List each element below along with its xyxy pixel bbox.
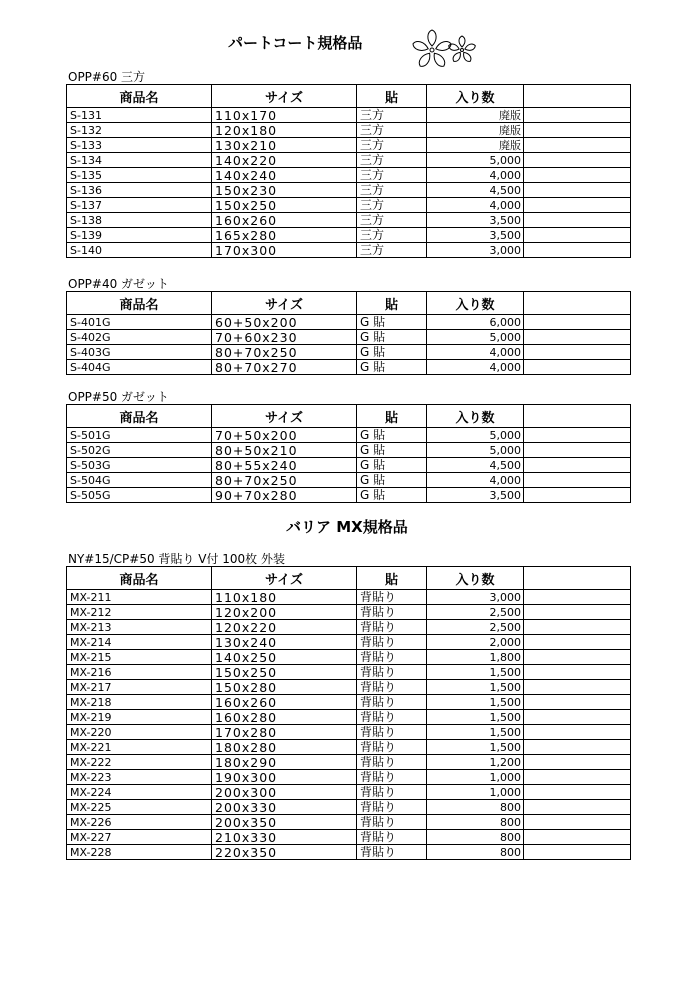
table-row — [67, 228, 631, 243]
table-header-row — [67, 405, 631, 428]
blank-cell — [524, 590, 631, 605]
page-title-barrier-mx: バリア MX規格品 — [286, 518, 408, 536]
table-row — [67, 710, 631, 725]
blank-cell — [524, 830, 631, 845]
table-row — [67, 315, 631, 330]
product-code-cell: MX-212 — [67, 605, 212, 620]
table-row — [67, 488, 631, 503]
seal-type-cell: 三方 — [357, 198, 427, 213]
blank-cell — [524, 243, 631, 258]
section-label-opp60: OPP#60 三方 — [68, 70, 146, 84]
blank-cell — [524, 695, 631, 710]
blank-cell — [524, 428, 631, 443]
product-code-cell: MX-218 — [67, 695, 212, 710]
seal-type-cell: 背貼り — [357, 710, 427, 725]
table-row — [67, 198, 631, 213]
seal-type-cell: 背貼り — [357, 605, 427, 620]
section-label-ny15-cp50: NY#15/CP#50 背貼り V付 100枚 外装 — [68, 552, 285, 566]
blank-cell — [524, 473, 631, 488]
quantity-cell: 4,000 — [427, 473, 524, 488]
quantity-cell: 3,000 — [427, 590, 524, 605]
size-cell: 160x280 — [212, 710, 357, 725]
product-code-cell: S-403G — [67, 345, 212, 360]
blank-cell — [524, 650, 631, 665]
table-header-row — [67, 85, 631, 108]
table-row — [67, 755, 631, 770]
product-code-cell: S-404G — [67, 360, 212, 375]
seal-type-cell: 三方 — [357, 213, 427, 228]
size-cell: 200x350 — [212, 815, 357, 830]
size-cell: 150x250 — [212, 665, 357, 680]
seal-type-cell: 背貼り — [357, 650, 427, 665]
seal-type-cell: 背貼り — [357, 845, 427, 860]
blank-cell — [524, 330, 631, 345]
header-quantity: 入り数 — [427, 405, 524, 428]
table-row — [67, 330, 631, 345]
table-row — [67, 815, 631, 830]
table-row — [67, 473, 631, 488]
product-code-cell: MX-221 — [67, 740, 212, 755]
quantity-cell: 3,500 — [427, 213, 524, 228]
header-blank — [524, 85, 631, 108]
size-cell: 165x280 — [212, 228, 357, 243]
blank-cell — [524, 620, 631, 635]
product-code-cell: MX-228 — [67, 845, 212, 860]
table-row — [67, 183, 631, 198]
seal-type-cell: 背貼り — [357, 665, 427, 680]
size-cell: 180x290 — [212, 755, 357, 770]
section-label-opp50: OPP#50 ガゼット — [68, 390, 169, 404]
blank-cell — [524, 123, 631, 138]
quantity-cell: 1,500 — [427, 695, 524, 710]
product-code-cell: S-502G — [67, 443, 212, 458]
product-code-cell: S-402G — [67, 330, 212, 345]
size-cell: 150x250 — [212, 198, 357, 213]
table-row — [67, 620, 631, 635]
table-row — [67, 590, 631, 605]
blank-cell — [524, 635, 631, 650]
seal-type-cell: 背貼り — [357, 680, 427, 695]
blank-cell — [524, 845, 631, 860]
seal-type-cell: 三方 — [357, 228, 427, 243]
product-code-cell: S-136 — [67, 183, 212, 198]
quantity-cell: 800 — [427, 830, 524, 845]
table-row — [67, 360, 631, 375]
quantity-cell: 4,500 — [427, 183, 524, 198]
seal-type-cell: G 貼 — [357, 428, 427, 443]
product-code-cell: MX-211 — [67, 590, 212, 605]
quantity-cell: 1,500 — [427, 725, 524, 740]
table-row — [67, 168, 631, 183]
seal-type-cell: 三方 — [357, 108, 427, 123]
blank-cell — [524, 680, 631, 695]
product-code-cell: S-504G — [67, 473, 212, 488]
quantity-cell: 5,000 — [427, 443, 524, 458]
size-cell: 120x220 — [212, 620, 357, 635]
quantity-cell: 4,000 — [427, 198, 524, 213]
quantity-cell: 800 — [427, 845, 524, 860]
size-cell: 220x350 — [212, 845, 357, 860]
quantity-cell: 5,000 — [427, 428, 524, 443]
product-code-cell: S-133 — [67, 138, 212, 153]
product-code-cell: S-401G — [67, 315, 212, 330]
size-cell: 80+55x240 — [212, 458, 357, 473]
blank-cell — [524, 755, 631, 770]
seal-type-cell: 三方 — [357, 123, 427, 138]
product-code-cell: S-131 — [67, 108, 212, 123]
spec-table-opp60 — [66, 84, 631, 258]
seal-type-cell: 三方 — [357, 153, 427, 168]
spec-table-mx — [66, 566, 631, 860]
table-header-row — [67, 567, 631, 590]
quantity-cell: 2,000 — [427, 635, 524, 650]
seal-type-cell: 三方 — [357, 183, 427, 198]
quantity-cell: 6,000 — [427, 315, 524, 330]
blank-cell — [524, 740, 631, 755]
size-cell: 210x330 — [212, 830, 357, 845]
size-cell: 170x280 — [212, 725, 357, 740]
quantity-cell: 1,500 — [427, 710, 524, 725]
header-product-name: 商品名 — [67, 85, 212, 108]
blank-cell — [524, 183, 631, 198]
seal-type-cell: 背貼り — [357, 830, 427, 845]
table-row — [67, 108, 631, 123]
seal-type-cell: G 貼 — [357, 488, 427, 503]
product-code-cell: S-138 — [67, 213, 212, 228]
header-size: サイズ — [212, 292, 357, 315]
size-cell: 200x300 — [212, 785, 357, 800]
quantity-cell: 1,500 — [427, 665, 524, 680]
seal-type-cell: G 貼 — [357, 360, 427, 375]
seal-type-cell: G 貼 — [357, 473, 427, 488]
blank-cell — [524, 785, 631, 800]
spec-table-opp40 — [66, 291, 631, 375]
blank-cell — [524, 800, 631, 815]
seal-type-cell: 背貼り — [357, 635, 427, 650]
product-code-cell: MX-214 — [67, 635, 212, 650]
product-code-cell: S-505G — [67, 488, 212, 503]
size-cell: 150x280 — [212, 680, 357, 695]
blank-cell — [524, 710, 631, 725]
header-seal: 貼 — [357, 567, 427, 590]
blank-cell — [524, 138, 631, 153]
product-code-cell: MX-227 — [67, 830, 212, 845]
product-code-cell: MX-222 — [67, 755, 212, 770]
size-cell: 80+70x250 — [212, 473, 357, 488]
blank-cell — [524, 168, 631, 183]
seal-type-cell: 背貼り — [357, 725, 427, 740]
blank-cell — [524, 153, 631, 168]
seal-type-cell: 背貼り — [357, 755, 427, 770]
header-product-name: 商品名 — [67, 292, 212, 315]
product-code-cell: S-140 — [67, 243, 212, 258]
table-row — [67, 725, 631, 740]
table-row — [67, 680, 631, 695]
blank-cell — [524, 443, 631, 458]
table-row — [67, 243, 631, 258]
seal-type-cell: G 貼 — [357, 443, 427, 458]
section-label-opp40: OPP#40 ガゼット — [68, 277, 169, 291]
product-code-cell: S-132 — [67, 123, 212, 138]
product-code-cell: MX-220 — [67, 725, 212, 740]
product-code-cell: MX-219 — [67, 710, 212, 725]
table-row — [67, 845, 631, 860]
product-code-cell: MX-224 — [67, 785, 212, 800]
quantity-cell: 廃版 — [427, 123, 524, 138]
quantity-cell: 1,200 — [427, 755, 524, 770]
spec-table-opp50 — [66, 404, 631, 503]
product-code-cell: S-135 — [67, 168, 212, 183]
quantity-cell: 4,000 — [427, 360, 524, 375]
table-header-row — [67, 292, 631, 315]
blank-cell — [524, 108, 631, 123]
table-row — [67, 123, 631, 138]
seal-type-cell: 背貼り — [357, 590, 427, 605]
blank-cell — [524, 815, 631, 830]
table-row — [67, 695, 631, 710]
quantity-cell: 2,500 — [427, 605, 524, 620]
size-cell: 110x170 — [212, 108, 357, 123]
table-row — [67, 443, 631, 458]
seal-type-cell: 背貼り — [357, 695, 427, 710]
product-code-cell: MX-223 — [67, 770, 212, 785]
size-cell: 190x300 — [212, 770, 357, 785]
size-cell: 160x260 — [212, 695, 357, 710]
product-code-cell: MX-225 — [67, 800, 212, 815]
blank-cell — [524, 345, 631, 360]
seal-type-cell: G 貼 — [357, 458, 427, 473]
quantity-cell: 1,000 — [427, 785, 524, 800]
seal-type-cell: G 貼 — [357, 345, 427, 360]
header-quantity: 入り数 — [427, 567, 524, 590]
size-cell: 140x220 — [212, 153, 357, 168]
table-row — [67, 138, 631, 153]
header-seal: 貼 — [357, 85, 427, 108]
table-row — [67, 740, 631, 755]
size-cell: 70+60x230 — [212, 330, 357, 345]
header-size: サイズ — [212, 405, 357, 428]
table-row — [67, 800, 631, 815]
size-cell: 180x280 — [212, 740, 357, 755]
quantity-cell: 1,500 — [427, 740, 524, 755]
quantity-cell: 5,000 — [427, 330, 524, 345]
blank-cell — [524, 360, 631, 375]
quantity-cell: 廃版 — [427, 138, 524, 153]
size-cell: 80+70x250 — [212, 345, 357, 360]
size-cell: 130x240 — [212, 635, 357, 650]
size-cell: 140x240 — [212, 168, 357, 183]
header-quantity: 入り数 — [427, 85, 524, 108]
product-code-cell: S-134 — [67, 153, 212, 168]
size-cell: 70+50x200 — [212, 428, 357, 443]
header-seal: 貼 — [357, 405, 427, 428]
header-seal: 貼 — [357, 292, 427, 315]
table-row — [67, 605, 631, 620]
table-row — [67, 665, 631, 680]
quantity-cell: 4,500 — [427, 458, 524, 473]
size-cell: 140x250 — [212, 650, 357, 665]
header-size: サイズ — [212, 85, 357, 108]
quantity-cell: 4,000 — [427, 345, 524, 360]
table-row — [67, 153, 631, 168]
quantity-cell: 廃版 — [427, 108, 524, 123]
seal-type-cell: 背貼り — [357, 740, 427, 755]
blank-cell — [524, 213, 631, 228]
blank-cell — [524, 228, 631, 243]
header-size: サイズ — [212, 567, 357, 590]
header-blank — [524, 567, 631, 590]
size-cell: 60+50x200 — [212, 315, 357, 330]
blank-cell — [524, 725, 631, 740]
table-row — [67, 345, 631, 360]
seal-type-cell: 三方 — [357, 243, 427, 258]
quantity-cell: 5,000 — [427, 153, 524, 168]
header-product-name: 商品名 — [67, 405, 212, 428]
quantity-cell: 800 — [427, 800, 524, 815]
size-cell: 90+70x280 — [212, 488, 357, 503]
blank-cell — [524, 770, 631, 785]
size-cell: 170x300 — [212, 243, 357, 258]
blank-cell — [524, 665, 631, 680]
table-row — [67, 635, 631, 650]
table-row — [67, 770, 631, 785]
quantity-cell: 3,000 — [427, 243, 524, 258]
product-code-cell: MX-213 — [67, 620, 212, 635]
seal-type-cell: 三方 — [357, 138, 427, 153]
size-cell: 120x200 — [212, 605, 357, 620]
blank-cell — [524, 458, 631, 473]
page-title-partcoat: パートコート規格品 — [228, 34, 363, 52]
quantity-cell: 800 — [427, 815, 524, 830]
product-code-cell: MX-216 — [67, 665, 212, 680]
size-cell: 110x180 — [212, 590, 357, 605]
seal-type-cell: 背貼り — [357, 800, 427, 815]
size-cell: 130x210 — [212, 138, 357, 153]
product-code-cell: MX-217 — [67, 680, 212, 695]
quantity-cell: 2,500 — [427, 620, 524, 635]
product-code-cell: MX-226 — [67, 815, 212, 830]
seal-type-cell: 三方 — [357, 168, 427, 183]
table-row — [67, 458, 631, 473]
size-cell: 200x330 — [212, 800, 357, 815]
quantity-cell: 1,000 — [427, 770, 524, 785]
header-quantity: 入り数 — [427, 292, 524, 315]
quantity-cell: 1,500 — [427, 680, 524, 695]
size-cell: 160x260 — [212, 213, 357, 228]
quantity-cell: 3,500 — [427, 228, 524, 243]
table-row — [67, 785, 631, 800]
quantity-cell: 3,500 — [427, 488, 524, 503]
blank-cell — [524, 605, 631, 620]
product-code-cell: S-501G — [67, 428, 212, 443]
table-row — [67, 650, 631, 665]
blank-cell — [524, 315, 631, 330]
size-cell: 120x180 — [212, 123, 357, 138]
header-blank — [524, 292, 631, 315]
seal-type-cell: 背貼り — [357, 620, 427, 635]
seal-type-cell: 背貼り — [357, 815, 427, 830]
seal-type-cell: G 貼 — [357, 330, 427, 345]
seal-type-cell: 背貼り — [357, 785, 427, 800]
blank-cell — [524, 488, 631, 503]
size-cell: 80+70x270 — [212, 360, 357, 375]
quantity-cell: 4,000 — [427, 168, 524, 183]
seal-type-cell: G 貼 — [357, 315, 427, 330]
sakura-flower-icon — [410, 28, 480, 76]
product-code-cell: S-503G — [67, 458, 212, 473]
quantity-cell: 1,800 — [427, 650, 524, 665]
seal-type-cell: 背貼り — [357, 770, 427, 785]
header-product-name: 商品名 — [67, 567, 212, 590]
table-row — [67, 213, 631, 228]
header-blank — [524, 405, 631, 428]
table-row — [67, 428, 631, 443]
size-cell: 80+50x210 — [212, 443, 357, 458]
product-code-cell: MX-215 — [67, 650, 212, 665]
product-code-cell: S-137 — [67, 198, 212, 213]
product-code-cell: S-139 — [67, 228, 212, 243]
table-row — [67, 830, 631, 845]
blank-cell — [524, 198, 631, 213]
size-cell: 150x230 — [212, 183, 357, 198]
